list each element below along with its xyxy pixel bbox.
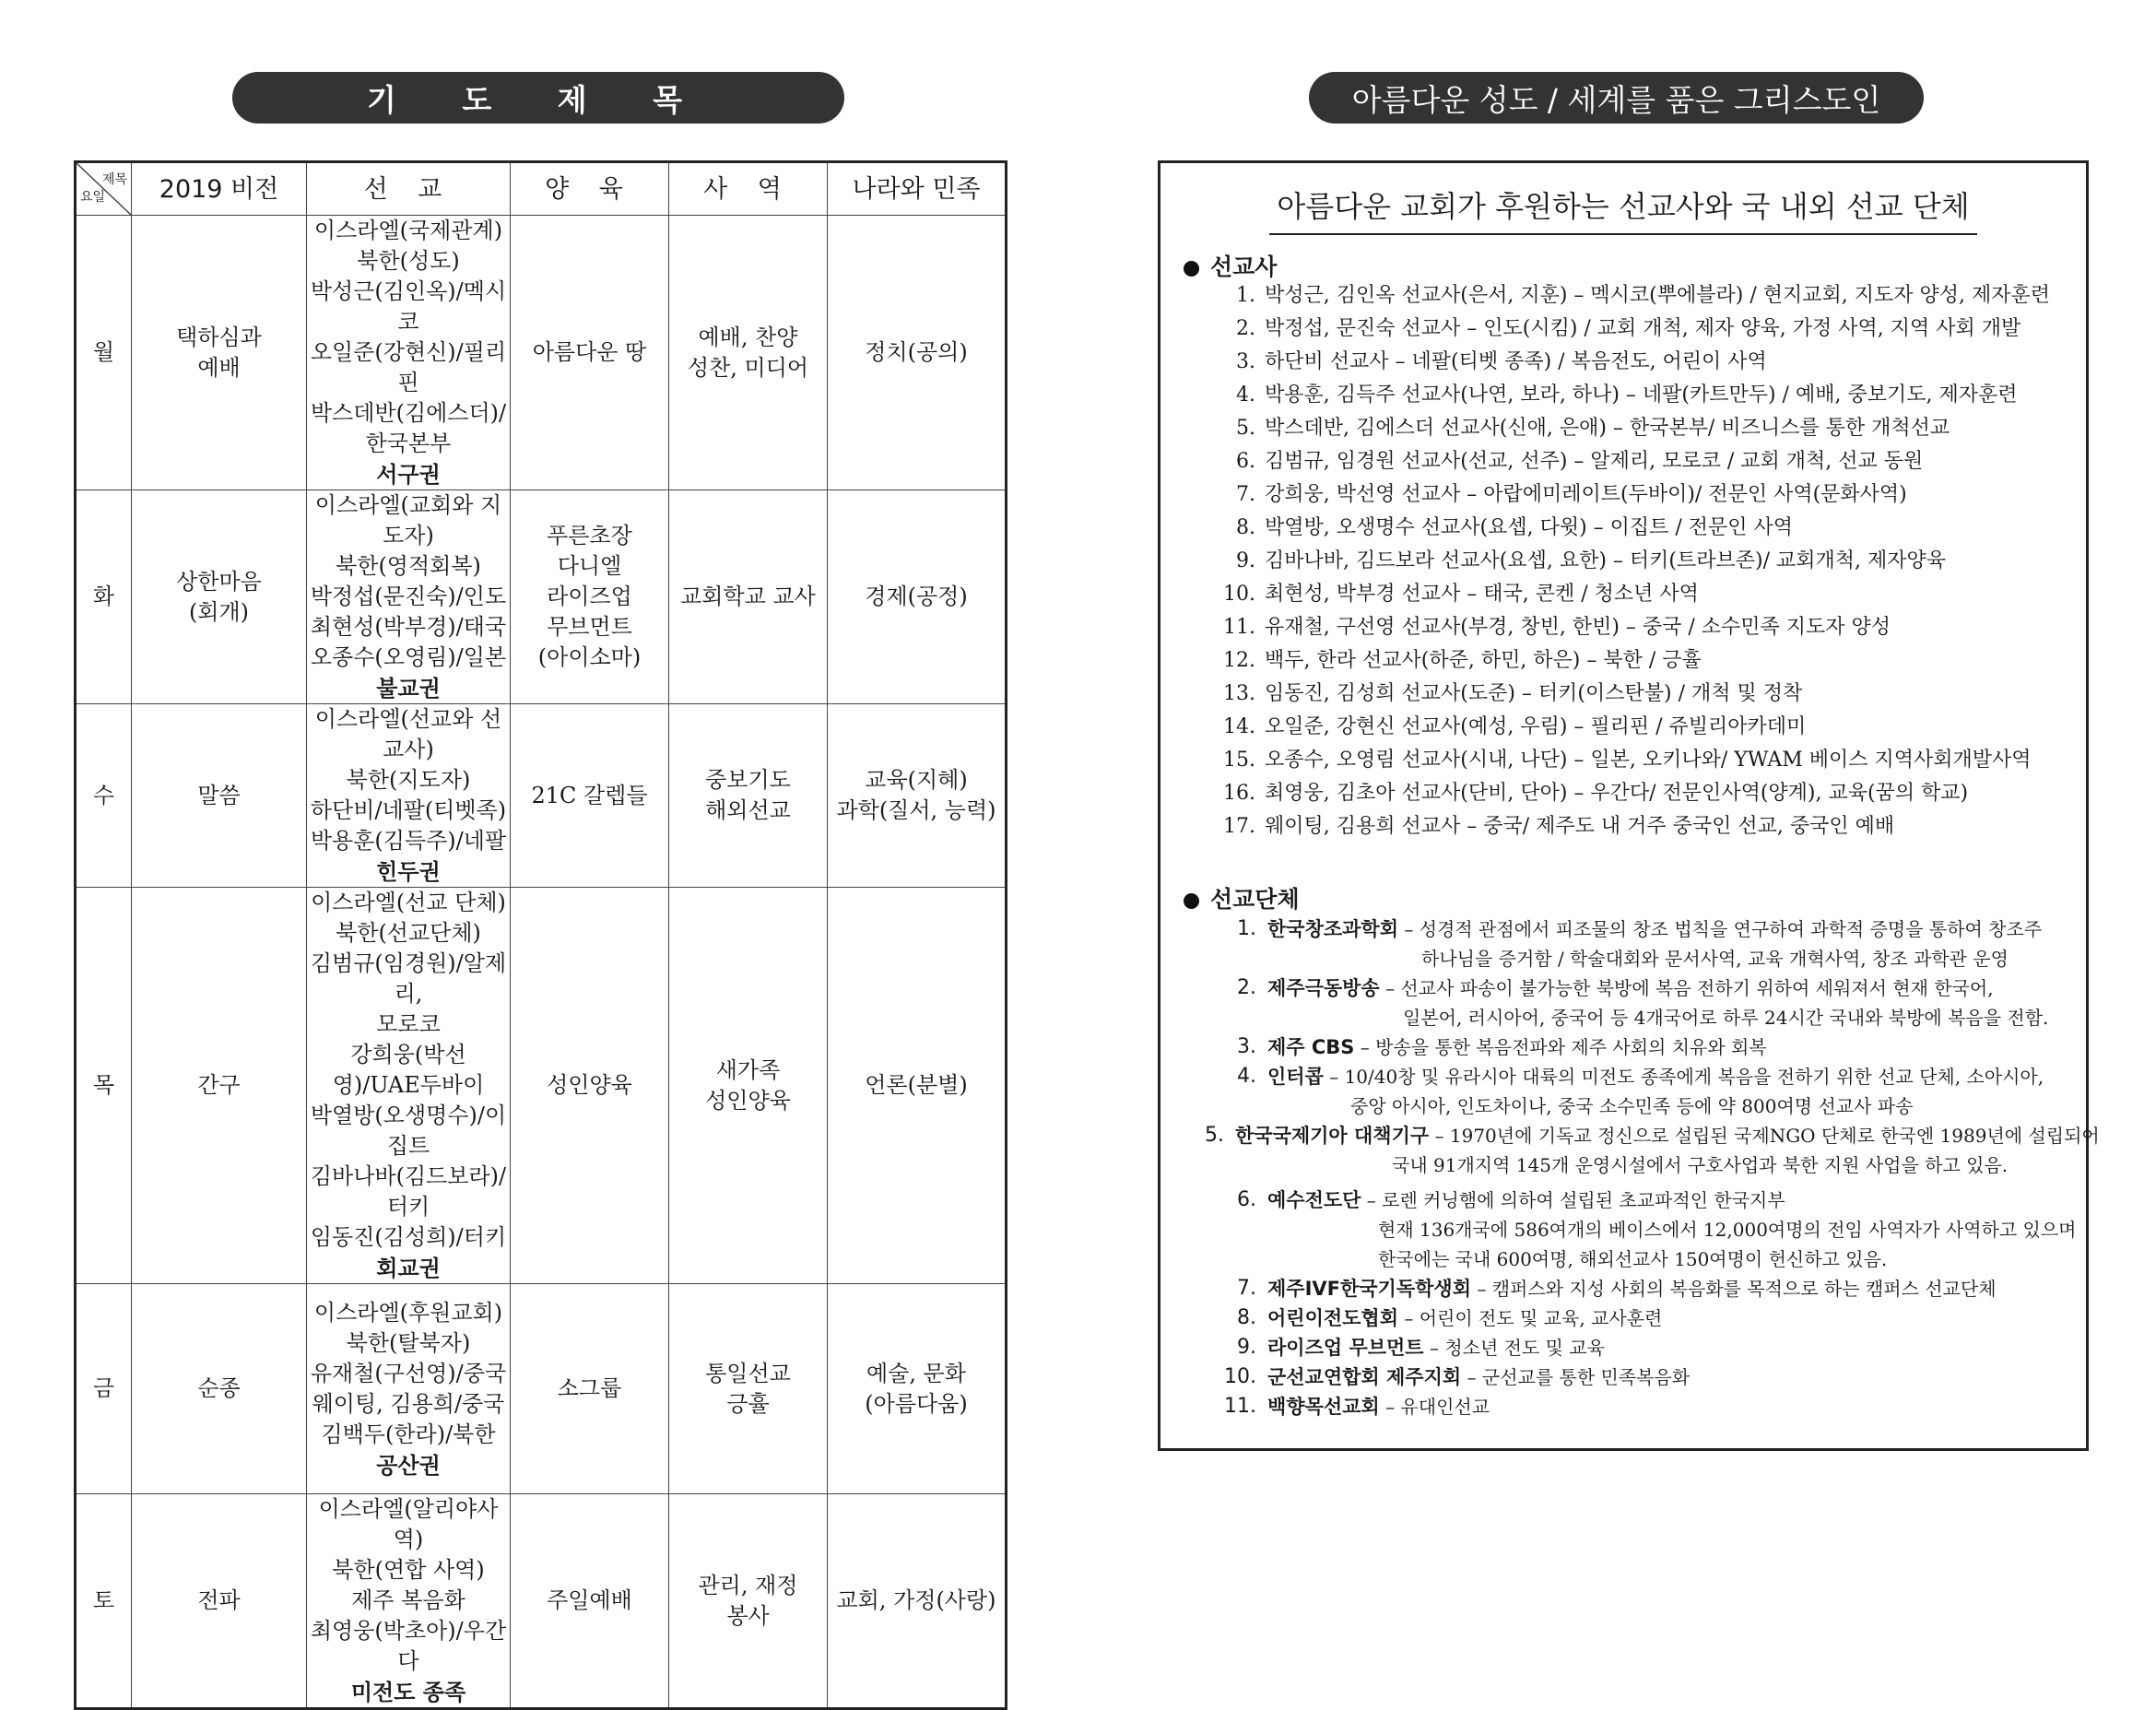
mission-cell-line: 북한(선교단체): [336, 920, 481, 946]
item-number: 17.: [1223, 815, 1255, 838]
day-cell: 목: [76, 888, 132, 1284]
mission-cell-line: 북한(지도자): [346, 767, 471, 793]
mission-cell: [307, 888, 511, 1284]
nurture-cell-line: 성인양육: [547, 1072, 632, 1098]
missionary-item: [1205, 279, 2080, 313]
organization-name: 예수전도단: [1267, 1189, 1361, 1211]
mission-cell-line: 박정섭(문진숙)/인도: [310, 584, 507, 609]
missionary-item: [1205, 611, 2080, 644]
nurture-cell-line: 주일예배: [547, 1587, 632, 1613]
nurture-cell: [511, 888, 669, 1284]
mission-cell-line: 강희웅(박선영)/UAE두바이: [332, 1042, 485, 1098]
nation-cell-line: 교회, 가정(사랑): [836, 1587, 996, 1613]
bullet-icon: [1184, 261, 1199, 277]
organization-description: – 캠퍼스와 지성 사회의 복음화를 목적으로 하는 캠퍼스 선교단체: [1471, 1278, 1997, 1300]
ministry-cell: [669, 704, 828, 888]
mission-cell-line: 북한(탈북자): [346, 1329, 471, 1356]
nation-cell: [828, 704, 1007, 888]
organization-name: 백향목선교회: [1267, 1396, 1380, 1418]
missionary-text: 웨이팅, 김용희 선교사 – 중국/ 제주도 내 거주 중국인 선교, 중국인 예배: [1265, 815, 1895, 838]
organization-body: [1267, 1062, 2085, 1121]
organization-item: [1205, 1062, 2085, 1121]
item-number: 2.: [1237, 976, 1256, 999]
corner-label-bottom: 요일: [80, 190, 106, 205]
item-number: 3.: [1237, 1035, 1256, 1058]
organization-description-continued: 중앙 아시아, 인도차이나, 중국 소수민족 등에 약 800여명 선교사 파송: [1350, 1095, 1914, 1117]
vision-cell: [132, 490, 307, 704]
nurture-cell-line: 푸른초장: [547, 523, 632, 548]
nation-cell-line: 경제(공정): [865, 584, 968, 609]
organization-body: [1267, 1032, 2085, 1062]
missionary-panel: [1158, 160, 2100, 1451]
missionary-text: 박용훈, 김득주 선교사(나연, 보라, 하나) – 네팔(카트만두) / 예배, 중보기도, 제자훈련: [1265, 383, 2018, 407]
missionary-text: 하단비 선교사 – 네팔(티벳 종족) / 복음전도, 어린이 사역: [1265, 350, 1767, 373]
mission-cell-line: 박성근(김인옥)/멕시코: [310, 278, 507, 335]
prayer-schedule-table: [74, 160, 1007, 1710]
organization-name: 인터콥: [1267, 1066, 1324, 1088]
missionary-text: 박성근, 김인옥 선교사(은서, 지훈) – 멕시코(뿌에블라) / 현지교회, 지도자 양성, 제자훈련: [1265, 284, 2050, 307]
item-number: 9.: [1237, 1336, 1256, 1359]
nation-cell: [828, 1284, 1007, 1494]
panel-heading: 아름다운 교회가 후원하는 선교사와 국 내외 선교 단체: [1160, 183, 2086, 235]
item-number: 6.: [1236, 450, 1255, 473]
missionary-item: [1205, 644, 2080, 678]
item-number: 6.: [1237, 1188, 1256, 1211]
header-nurture: 양 육: [511, 162, 669, 216]
organization-description: – 유대인선교: [1379, 1396, 1490, 1418]
mission-cell-line: 오종수(오영림)/일본: [310, 644, 507, 670]
header-nation: 나라와 민족: [828, 162, 1007, 216]
table-row: [76, 888, 1007, 1284]
vision-cell-line: 순종: [197, 1375, 241, 1401]
organization-body: [1267, 973, 2085, 1032]
missionary-item: [1205, 412, 2080, 445]
organization-body: [1267, 1303, 2085, 1333]
day-cell: 화: [76, 490, 132, 704]
mission-cell-line: 오일준(강현신)/필리핀: [310, 339, 507, 395]
mission-cell-line: 박열방(오생명수)/이집트: [310, 1103, 507, 1159]
missionary-item: [1205, 678, 2080, 711]
item-number: 4.: [1236, 383, 1255, 407]
item-number: 7.: [1237, 1277, 1256, 1300]
item-number: 16.: [1223, 782, 1255, 805]
ministry-cell-line: 성인양육: [705, 1087, 791, 1114]
nurture-cell-line: (아이소마): [537, 644, 642, 670]
organization-body: [1267, 1185, 2085, 1274]
nurture-cell-line: 소그룹: [557, 1375, 622, 1401]
section-organizations-title: 선교단체: [1184, 881, 1300, 914]
missionary-item: [1205, 744, 2080, 777]
mission-cell-line: 김백두(한라)/북한: [321, 1421, 496, 1447]
mission-cell-line: 북한(연합 사역): [332, 1557, 485, 1583]
ministry-cell-line: 새가족: [715, 1056, 781, 1083]
organization-description-continued: 현재 136개국에 586여개의 베이스에서 12,000여명의 전임 사역자가 사역하고 있으며: [1378, 1219, 2077, 1241]
item-number: 7.: [1236, 483, 1255, 506]
ministry-cell-line: 성찬, 미디어: [687, 354, 809, 381]
missionary-item: [1205, 578, 2080, 611]
vision-cell-line: 상한마음: [176, 568, 262, 595]
mission-cell-line: 모로코: [376, 1011, 441, 1037]
vision-cell-line: 예배: [197, 354, 241, 381]
organization-name: 제주IVF한국기독학생회: [1267, 1278, 1471, 1300]
organization-name: 군선교연합회 제주지회: [1267, 1366, 1462, 1388]
organization-item: [1205, 1333, 2085, 1362]
item-number: 10.: [1223, 583, 1255, 606]
mission-cell-line: 북한(영적회복): [336, 553, 481, 579]
table-row: [76, 1494, 1007, 1709]
missionary-text: 최현성, 박부경 선교사 – 태국, 콘켄 / 청소년 사역: [1265, 583, 1699, 606]
vision-cell-line: 전파: [197, 1587, 241, 1613]
nation-cell-line: 정치(공의): [865, 339, 968, 365]
organization-name: 어린이전도협회: [1267, 1307, 1399, 1329]
item-number: 15.: [1223, 749, 1255, 772]
nurture-cell: [511, 216, 669, 490]
ministry-cell-line: 교회학교 교사: [680, 584, 816, 609]
organization-item: [1205, 1032, 2085, 1062]
organization-name: 한국국제기아 대책기구: [1235, 1125, 1430, 1147]
ministry-cell-line: 긍휼: [726, 1390, 770, 1417]
table-row: [76, 704, 1007, 888]
missionary-item: [1205, 478, 2080, 512]
item-number: 10.: [1224, 1365, 1256, 1388]
organization-item: [1205, 1303, 2085, 1333]
nation-cell: [828, 216, 1007, 490]
missionary-item: [1205, 445, 2080, 478]
vision-cell: [132, 1284, 307, 1494]
item-number: 12.: [1223, 649, 1255, 672]
organization-name: 한국창조과학회: [1267, 918, 1399, 940]
mission-cell-line: 제주 복음화: [351, 1587, 465, 1613]
organization-description: – 군선교를 통한 민족복음화: [1461, 1366, 1691, 1388]
missionary-text: 박스데반, 김에스더 선교사(신애, 은애) – 한국본부/ 비즈니스를 통한 개척선교: [1265, 417, 1950, 440]
item-number: 8.: [1237, 1306, 1256, 1329]
nurture-cell: [511, 490, 669, 704]
nurture-cell-line: 다니엘: [557, 553, 622, 579]
region-label: 불교권: [376, 675, 441, 702]
missionary-text: 강희웅, 박선영 선교사 – 아랍에미레이트(두바이)/ 전문인 사역(문화사역): [1265, 483, 1907, 506]
day-cell: 금: [76, 1284, 132, 1494]
missionary-list: [1205, 279, 2080, 843]
missionary-item: [1205, 810, 2080, 843]
region-label: 힌두권: [376, 858, 441, 885]
organization-item: [1205, 1274, 2085, 1303]
mission-cell-line: 이스라엘(후원교회): [313, 1299, 503, 1326]
mission-cell: [307, 216, 511, 490]
organization-item: [1205, 973, 2085, 1032]
item-number: 8.: [1236, 516, 1255, 539]
header-vision: 2019 비전: [132, 162, 307, 216]
mission-cell-line: 최영웅(박초아)/우간다: [310, 1618, 507, 1674]
corner-label-top: 제목: [101, 172, 127, 187]
ministry-cell: [669, 1494, 828, 1709]
table-corner-cell: [76, 162, 132, 216]
item-number: 1.: [1236, 284, 1255, 307]
nation-cell-line: 과학(질서, 능력): [836, 797, 996, 823]
nurture-cell: [511, 704, 669, 888]
ministry-cell-line: 봉사: [726, 1602, 770, 1629]
mission-cell-line: 이스라엘(국제관계): [313, 218, 503, 243]
nurture-cell: [511, 1284, 669, 1494]
mission-cell-line: 이스라엘(선교 단체): [311, 890, 506, 915]
missionary-item: [1205, 346, 2080, 379]
missionary-text: 김범규, 임경원 선교사(선교, 선주) – 알제리, 모로코 / 교회 개척, 선교 동원: [1265, 450, 1924, 473]
organization-description-continued: 한국에는 국내 600여명, 해외선교사 150여명이 헌신하고 있음.: [1378, 1248, 1888, 1270]
nurture-cell-line: 라이즈업: [547, 584, 632, 609]
item-number: 14.: [1223, 715, 1255, 738]
organization-description: – 선교사 파송이 불가능한 북방에 복음 전하기 위하여 세워져서 현재 한국어,: [1379, 977, 1994, 999]
item-number: 4.: [1237, 1065, 1256, 1088]
mission-cell-line: 웨이팅, 김용희/중국: [312, 1390, 505, 1417]
ministry-cell-line: 예배, 찬양: [698, 324, 798, 350]
vision-cell-line: 택하심과: [176, 324, 262, 350]
organization-description: – 1970년에 기독교 정신으로 설립된 국제NGO 단체로 한국엔 1989년에 설립되어: [1429, 1125, 2100, 1147]
mission-cell-line: 김범규(임경원)/알제리,: [310, 950, 507, 1007]
organization-item: [1205, 1121, 2100, 1180]
organization-body: [1267, 914, 2085, 973]
organization-name: 라이즈업 무브먼트: [1267, 1337, 1424, 1359]
vision-cell: [132, 216, 307, 490]
mission-cell-line: 북한(성도): [357, 248, 460, 274]
ministry-cell: [669, 1284, 828, 1494]
item-number: 9.: [1236, 549, 1255, 572]
region-label: 공산권: [376, 1451, 441, 1479]
organization-body: [1267, 1362, 2085, 1392]
day-cell: 토: [76, 1494, 132, 1709]
item-number: 2.: [1236, 317, 1255, 340]
vision-cell-line: (회개): [188, 598, 250, 625]
organization-body: [1267, 1333, 2085, 1362]
missionary-text: 최영웅, 김초아 선교사(단비, 단아) – 우간다/ 전문인사역(양계), 교육(꿈의 학교): [1265, 782, 1969, 805]
mission-cell-line: 박스데반(김에스더)/한국본부: [310, 400, 507, 456]
missionary-text: 오일준, 강현신 선교사(예성, 우림) – 필리핀 / 쥬빌리아카데미: [1265, 715, 1807, 738]
missionary-text: 임동진, 김성희 선교사(도준) – 터키(이스탄불) / 개척 및 정착: [1265, 682, 1803, 705]
item-number: 3.: [1236, 350, 1255, 373]
header-ministry: 사 역: [669, 162, 828, 216]
missionary-text: 박정섭, 문진숙 선교사 – 인도(시킴) / 교회 개척, 제자 양육, 가정 사역, 지역 사회 개발: [1265, 317, 2021, 340]
vision-cell: [132, 888, 307, 1284]
mission-cell-line: 하단비/네팔(티벳족): [310, 797, 507, 823]
nation-cell: [828, 1494, 1007, 1709]
mission-cell-line: 이스라엘(교회와 지도자): [314, 492, 502, 548]
missionary-text: 김바나바, 김드보라 선교사(요셉, 요한) – 터키(트라브존)/ 교회개척, 제자양육: [1265, 549, 1946, 572]
item-number: 5.: [1236, 417, 1255, 440]
right-section-title: 아름다운 성도 / 세계를 품은 그리스도인: [1309, 72, 1924, 124]
mission-cell-line: 임동진(김성희)/터키: [310, 1224, 507, 1250]
missionary-text: 오종수, 오영림 선교사(시내, 나단) – 일본, 오키나와/ YWAM 베이스 지역사회개발사역: [1265, 749, 2032, 772]
nation-cell: [828, 888, 1007, 1284]
mission-cell: [307, 1494, 511, 1709]
ministry-cell-line: 중보기도: [705, 767, 791, 793]
nation-cell-line: 언론(분별): [865, 1072, 968, 1098]
item-number: 5.: [1205, 1124, 1224, 1147]
organization-description: – 청소년 전도 및 교육: [1423, 1337, 1605, 1359]
organization-description-continued: 국내 91개지역 145개 운영시설에서 구호사업과 북한 지원 사업을 하고 있음.: [1392, 1154, 2009, 1176]
ministry-cell-line: 해외선교: [705, 797, 791, 823]
mission-cell-line: 김바나바(김드보라)/터키: [310, 1163, 507, 1220]
missionary-item: [1205, 545, 2080, 578]
region-label: 서구권: [376, 461, 441, 488]
day-cell: 수: [76, 704, 132, 888]
table-row: [76, 1284, 1007, 1494]
organization-item: [1205, 914, 2085, 973]
vision-cell-line: 말씀: [197, 782, 241, 808]
organization-list: [1205, 914, 2100, 1421]
mission-cell-line: 이스라엘(선교와 선교사): [314, 706, 502, 762]
missionary-text: 유재철, 구선영 선교사(부경, 창빈, 한빈) – 중국 / 소수민족 지도자 양성: [1265, 616, 1891, 639]
left-section-title: 기 도 제 목: [232, 72, 844, 124]
item-number: 13.: [1223, 682, 1255, 705]
missionary-item: [1205, 313, 2080, 346]
vision-cell-line: 간구: [197, 1072, 241, 1098]
nation-cell: [828, 490, 1007, 704]
ministry-cell: [669, 888, 828, 1284]
organization-item: [1205, 1185, 2085, 1274]
organization-description: – 성경적 관점에서 피조물의 창조 법칙을 연구하여 과학적 증명을 통하여 창조주: [1398, 918, 2043, 940]
ministry-cell-line: 통일선교: [705, 1360, 791, 1386]
ministry-cell-line: 관리, 재정: [698, 1572, 798, 1598]
nation-cell-line: 예술, 문화: [866, 1360, 966, 1386]
bullet-icon: [1184, 893, 1199, 909]
section-missionaries-title: 선교사: [1184, 249, 1277, 282]
mission-cell: [307, 490, 511, 704]
missionary-item: [1205, 512, 2080, 545]
missionary-text: 백두, 한라 선교사(하준, 하민, 하은) – 북한 / 긍휼: [1265, 649, 1702, 672]
missionary-item: [1205, 777, 2080, 810]
organization-description: – 로렌 커닝햄에 의하여 설립된 초교파적인 한국지부: [1361, 1189, 1785, 1211]
mission-cell-line: 이스라엘(알리야사역): [318, 1496, 499, 1552]
nurture-cell-line: 21C 갈렙들: [531, 782, 648, 808]
organization-description-continued: 일본어, 러시아어, 중국어 등 4개국어로 하루 24시간 국내와 북방에 복음을 전함.: [1403, 1007, 2049, 1029]
missionary-text: 박열방, 오생명수 선교사(요셉, 다윗) – 이집트 / 전문인 사역: [1265, 516, 1794, 539]
organization-body: [1267, 1274, 2085, 1303]
region-label: 미전도 종족: [350, 1679, 466, 1705]
item-number: 11.: [1223, 616, 1255, 639]
item-number: 1.: [1237, 917, 1256, 940]
ministry-cell: [669, 490, 828, 704]
organization-description: – 방송을 통한 복음전파와 제주 사회의 치유와 회복: [1354, 1036, 1767, 1058]
nation-cell-line: (아름다움): [865, 1390, 968, 1417]
organization-name: 제주극동방송: [1267, 977, 1380, 999]
nation-cell-line: 교육(지혜): [865, 767, 968, 793]
table-row: [76, 490, 1007, 704]
table-row: [76, 216, 1007, 490]
region-label: 회교권: [376, 1255, 441, 1281]
day-cell: 월: [76, 216, 132, 490]
ministry-cell: [669, 216, 828, 490]
nurture-cell-line: 무브먼트: [547, 614, 632, 640]
mission-cell-line: 유재철(구선영)/중국: [310, 1360, 507, 1386]
organization-description-continued: 하나님을 증거함 / 학술대회와 문서사역, 교육 개혁사역, 창조 과학관 운영: [1421, 948, 2009, 970]
item-number: 11.: [1224, 1395, 1256, 1418]
missionary-item: [1205, 379, 2080, 412]
nurture-cell: [511, 1494, 669, 1709]
nurture-cell-line: 아름다운 땅: [532, 339, 647, 365]
missionary-item: [1205, 711, 2080, 744]
table-header-row: [76, 162, 1007, 216]
organization-body: [1235, 1121, 2100, 1180]
organization-name: 제주 CBS: [1267, 1036, 1355, 1058]
organization-body: [1267, 1392, 2085, 1421]
organization-description: – 어린이 전도 및 교육, 교사훈련: [1398, 1307, 1663, 1329]
organization-description: – 10/40창 및 유라시아 대륙의 미전도 종족에게 복음을 전하기 위한 선교 단체, 소아시아,: [1323, 1066, 2044, 1088]
mission-cell-line: 최현성(박부경)/태국: [310, 614, 507, 640]
mission-cell: [307, 1284, 511, 1494]
vision-cell: [132, 1494, 307, 1709]
organization-item: [1205, 1392, 2085, 1421]
mission-cell-line: 박용훈(김득주)/네팔: [310, 828, 507, 854]
mission-cell: [307, 704, 511, 888]
vision-cell: [132, 704, 307, 888]
header-mission: 선 교: [307, 162, 511, 216]
organization-item: [1205, 1362, 2085, 1392]
